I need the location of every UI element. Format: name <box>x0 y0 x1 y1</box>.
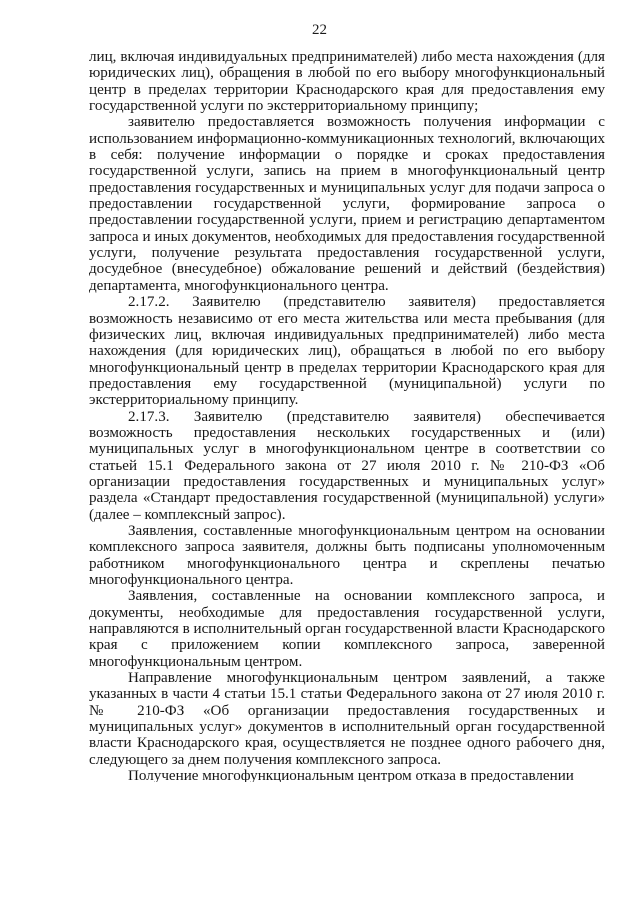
paragraph-continuation: лиц, включая индивидуальных предпринимателей) либо места нахождения (для юридических лиц), обращения в любой по его выбору многофункциональный центр в пределах территории Краснодарского края для предоставления ему государственной услуги по экстерриториальному принципу; <box>89 49 605 115</box>
page-number: 22 <box>312 22 327 38</box>
paragraph-information-access: заявителю предоставляется возможность получения информации с использованием информационно-коммуникационных технологий, включающих в себя: получение информации о порядке и сроках предоставления государственной услуги, запись на прием в многофункциональный центр предоставления государственных и муниципальных услуг для подачи запроса о предоставлении государственной услуги, формирование запроса о предоставлении государственной услуги, прием и регистрацию департаментом запроса и иных документов, необходимых для предоставления государственной услуги, получение результата предоставления государственной услуги, досудебное (внесудебное) обжалование решений и действий (бездействия) департамента, многофункционального центра. <box>89 114 605 294</box>
paragraph-signing-requirements: Заявления, составленные многофункциональным центром на основании комплексного запроса заявителя, должны быть подписаны уполномоченным работником многофункционального центра и скреплены печатью многофункционального центра. <box>89 522 605 588</box>
document-body <box>89 49 605 782</box>
paragraph-document-forwarding: Заявления, составленные на основании комплексного запроса, и документы, необходимые для предоставления государственной услуги, направляются в исполнительный орган государственной власти Краснодарского края с приложением копии комплексного запроса, заверенной многофункциональным центром. <box>89 588 605 670</box>
paragraph-2-17-2: 2.17.2. Заявителю (представителю заявителя) предоставляется возможность независимо от его места жительства или места пребывания (для физических лиц, включая индивидуальных предпринимателей) либо места нахождения (для юридических лиц), обращаться в любой по его выбору многофункциональный центр в пределах территории Краснодарского края для предоставления ему государственной (муниципальной) услуги по экстерриториальному принципу. <box>89 294 605 409</box>
paragraph-forwarding-deadline: Направление многофункциональным центром заявлений, а также указанных в части 4 статьи 15.1 статьи Федерального закона от 27 июля 2010 г. № 210-ФЗ «Об организации предоставления государственных и муниципальных услуг» документов в исполнительный орган государственной власти Краснодарского края, осуществляется не позднее одного рабочего дня, следующего за днем получения комплексного запроса. <box>89 670 605 768</box>
paragraph-refusal-partial: Получение многофункциональным центром отказа в предоставлении <box>128 768 574 783</box>
paragraph-2-17-3: 2.17.3. Заявителю (представителю заявителя) обеспечивается возможность предоставления нескольких государственных и (или) муниципальных услуг в многофункциональном центре в соответствии со статьей 15.1 Федерального закона от 27 июля 2010 г. № 210-ФЗ «Об организации предоставления государственных и муниципальных услуг» раздела «Стандарт предоставления государственной (муниципальной) услуги» (далее – комплексный запрос). <box>89 408 605 523</box>
